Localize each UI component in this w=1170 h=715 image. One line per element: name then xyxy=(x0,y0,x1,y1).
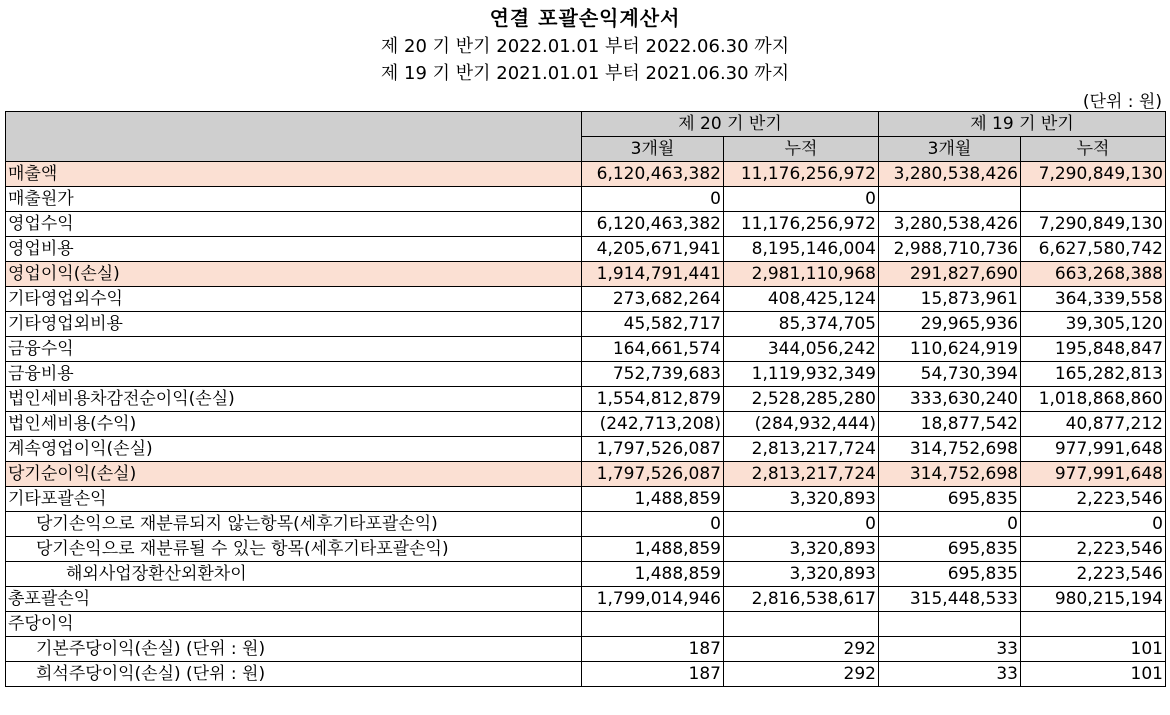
row-label: 금융비용 xyxy=(6,362,582,387)
cell-value: 3,320,893 xyxy=(724,562,879,587)
cell-value: 164,661,574 xyxy=(582,337,724,362)
cell-value: 1,799,014,946 xyxy=(582,587,724,612)
cell-value xyxy=(582,612,724,637)
table-row xyxy=(6,412,1166,437)
row-label: 영업비용 xyxy=(6,237,582,262)
cell-value: 2,223,546 xyxy=(1021,537,1166,562)
cell-value: 2,813,217,724 xyxy=(724,462,879,487)
cell-value: 33 xyxy=(879,637,1021,662)
cell-value: 695,835 xyxy=(879,562,1021,587)
cell-value xyxy=(879,187,1021,212)
cell-value: 187 xyxy=(582,637,724,662)
table-row xyxy=(6,662,1166,687)
row-label: 기본주당이익(손실) (단위 : 원) xyxy=(6,637,582,662)
cell-value: 7,290,849,130 xyxy=(1021,212,1166,237)
cell-value: 6,120,463,382 xyxy=(582,212,724,237)
cell-value: 977,991,648 xyxy=(1021,462,1166,487)
table-row xyxy=(6,212,1166,237)
row-label: 희석주당이익(손실) (단위 : 원) xyxy=(6,662,582,687)
cell-value: 165,282,813 xyxy=(1021,362,1166,387)
cell-value: 54,730,394 xyxy=(879,362,1021,387)
unit-label: (단위 : 원) xyxy=(1082,92,1162,112)
table-row xyxy=(6,487,1166,512)
cell-value: 273,682,264 xyxy=(582,287,724,312)
cell-value: 1,488,859 xyxy=(582,562,724,587)
cell-value: 1,914,791,441 xyxy=(582,262,724,287)
cell-value: 85,374,705 xyxy=(724,312,879,337)
cell-value: 314,752,698 xyxy=(879,462,1021,487)
cell-value: 292 xyxy=(724,637,879,662)
cell-value: 101 xyxy=(1021,637,1166,662)
cell-value: 1,488,859 xyxy=(582,537,724,562)
cell-value: 364,339,558 xyxy=(1021,287,1166,312)
cell-value: 2,223,546 xyxy=(1021,562,1166,587)
cell-value: 6,627,580,742 xyxy=(1021,237,1166,262)
cell-value: 7,290,849,130 xyxy=(1021,162,1166,187)
cell-value: 344,056,242 xyxy=(724,337,879,362)
cell-value: (284,932,444) xyxy=(724,412,879,437)
header-3m-19: 3개월 xyxy=(879,137,1021,162)
header-cum-20: 누적 xyxy=(724,137,879,162)
row-label: 영업수익 xyxy=(6,212,582,237)
cell-value: 11,176,256,972 xyxy=(724,162,879,187)
cell-value: 980,215,194 xyxy=(1021,587,1166,612)
cell-value: 1,797,526,087 xyxy=(582,462,724,487)
cell-value: 663,268,388 xyxy=(1021,262,1166,287)
cell-value: 695,835 xyxy=(879,537,1021,562)
cell-value: 315,448,533 xyxy=(879,587,1021,612)
cell-value: 1,119,932,349 xyxy=(724,362,879,387)
cell-value: 45,582,717 xyxy=(582,312,724,337)
statement-title: 연결 포괄손익계산서 xyxy=(489,6,681,30)
cell-value: 0 xyxy=(724,187,879,212)
table-row xyxy=(6,387,1166,412)
cell-value: 2,528,285,280 xyxy=(724,387,879,412)
cell-value: 0 xyxy=(879,512,1021,537)
table-row xyxy=(6,287,1166,312)
table-row xyxy=(6,587,1166,612)
cell-value: 0 xyxy=(582,187,724,212)
period-current: 제 20 기 반기 2022.01.01 부터 2022.06.30 까지 xyxy=(380,36,790,57)
cell-value: 695,835 xyxy=(879,487,1021,512)
header-cum-19: 누적 xyxy=(1021,137,1166,162)
row-label: 매출원가 xyxy=(6,187,582,212)
cell-value: 0 xyxy=(1021,512,1166,537)
cell-value: 3,320,893 xyxy=(724,487,879,512)
cell-value: 2,813,217,724 xyxy=(724,437,879,462)
row-label: 법인세비용(수익) xyxy=(6,412,582,437)
cell-value: 195,848,847 xyxy=(1021,337,1166,362)
cell-value: 0 xyxy=(724,512,879,537)
row-label: 총포괄손익 xyxy=(6,587,582,612)
cell-value: 1,797,526,087 xyxy=(582,437,724,462)
cell-value: 1,488,859 xyxy=(582,487,724,512)
period-prior: 제 19 기 반기 2021.01.01 부터 2021.06.30 까지 xyxy=(380,63,790,84)
table-row xyxy=(6,537,1166,562)
cell-value: 314,752,698 xyxy=(879,437,1021,462)
cell-value: 333,630,240 xyxy=(879,387,1021,412)
cell-value: 977,991,648 xyxy=(1021,437,1166,462)
cell-value: 0 xyxy=(582,512,724,537)
cell-value xyxy=(1021,187,1166,212)
header-3m-20: 3개월 xyxy=(582,137,724,162)
cell-value: 3,280,538,426 xyxy=(879,212,1021,237)
cell-value xyxy=(879,612,1021,637)
cell-value: 40,877,212 xyxy=(1021,412,1166,437)
row-label: 기타영업외비용 xyxy=(6,312,582,337)
table-row xyxy=(6,437,1166,462)
row-label: 매출액 xyxy=(6,162,582,187)
cell-value: 8,195,146,004 xyxy=(724,237,879,262)
cell-value: 408,425,124 xyxy=(724,287,879,312)
cell-value: 33 xyxy=(879,662,1021,687)
row-label: 당기손익으로 재분류될 수 있는 항목(세후기타포괄손익) xyxy=(6,537,582,562)
table-row xyxy=(6,462,1166,487)
row-label: 당기순이익(손실) xyxy=(6,462,582,487)
table-row xyxy=(6,362,1166,387)
row-label: 해외사업장환산외환차이 xyxy=(6,562,582,587)
cell-value: 2,816,538,617 xyxy=(724,587,879,612)
cell-value: (242,713,208) xyxy=(582,412,724,437)
income-statement-table xyxy=(5,111,1166,687)
header-period-20: 제 20 기 반기 xyxy=(582,112,879,137)
cell-value: 1,554,812,879 xyxy=(582,387,724,412)
table-row xyxy=(6,237,1166,262)
cell-value: 110,624,919 xyxy=(879,337,1021,362)
cell-value xyxy=(724,612,879,637)
table-row xyxy=(6,637,1166,662)
table-row xyxy=(6,312,1166,337)
cell-value: 1,018,868,860 xyxy=(1021,387,1166,412)
table-row xyxy=(6,512,1166,537)
cell-value: 2,223,546 xyxy=(1021,487,1166,512)
cell-value: 39,305,120 xyxy=(1021,312,1166,337)
cell-value: 15,873,961 xyxy=(879,287,1021,312)
row-label: 당기손익으로 재분류되지 않는항목(세후기타포괄손익) xyxy=(6,512,582,537)
cell-value: 3,280,538,426 xyxy=(879,162,1021,187)
table-row xyxy=(6,187,1166,212)
cell-value: 6,120,463,382 xyxy=(582,162,724,187)
table-row xyxy=(6,337,1166,362)
table-row xyxy=(6,612,1166,637)
cell-value: 3,320,893 xyxy=(724,537,879,562)
cell-value: 18,877,542 xyxy=(879,412,1021,437)
cell-value: 2,981,110,968 xyxy=(724,262,879,287)
table-row xyxy=(6,262,1166,287)
row-label: 법인세비용차감전순이익(손실) xyxy=(6,387,582,412)
row-label: 계속영업이익(손실) xyxy=(6,437,582,462)
cell-value: 29,965,936 xyxy=(879,312,1021,337)
cell-value: 292 xyxy=(724,662,879,687)
cell-value: 2,988,710,736 xyxy=(879,237,1021,262)
cell-value: 4,205,671,941 xyxy=(582,237,724,262)
cell-value: 187 xyxy=(582,662,724,687)
table-row xyxy=(6,162,1166,187)
row-label: 기타포괄손익 xyxy=(6,487,582,512)
header-blank xyxy=(6,112,582,162)
cell-value: 11,176,256,972 xyxy=(724,212,879,237)
cell-value: 752,739,683 xyxy=(582,362,724,387)
cell-value: 101 xyxy=(1021,662,1166,687)
row-label: 주당이익 xyxy=(6,612,582,637)
row-label: 영업이익(손실) xyxy=(6,262,582,287)
row-label: 기타영업외수익 xyxy=(6,287,582,312)
cell-value xyxy=(1021,612,1166,637)
cell-value: 291,827,690 xyxy=(879,262,1021,287)
header-period-19: 제 19 기 반기 xyxy=(879,112,1166,137)
row-label: 금융수익 xyxy=(6,337,582,362)
table-row xyxy=(6,562,1166,587)
